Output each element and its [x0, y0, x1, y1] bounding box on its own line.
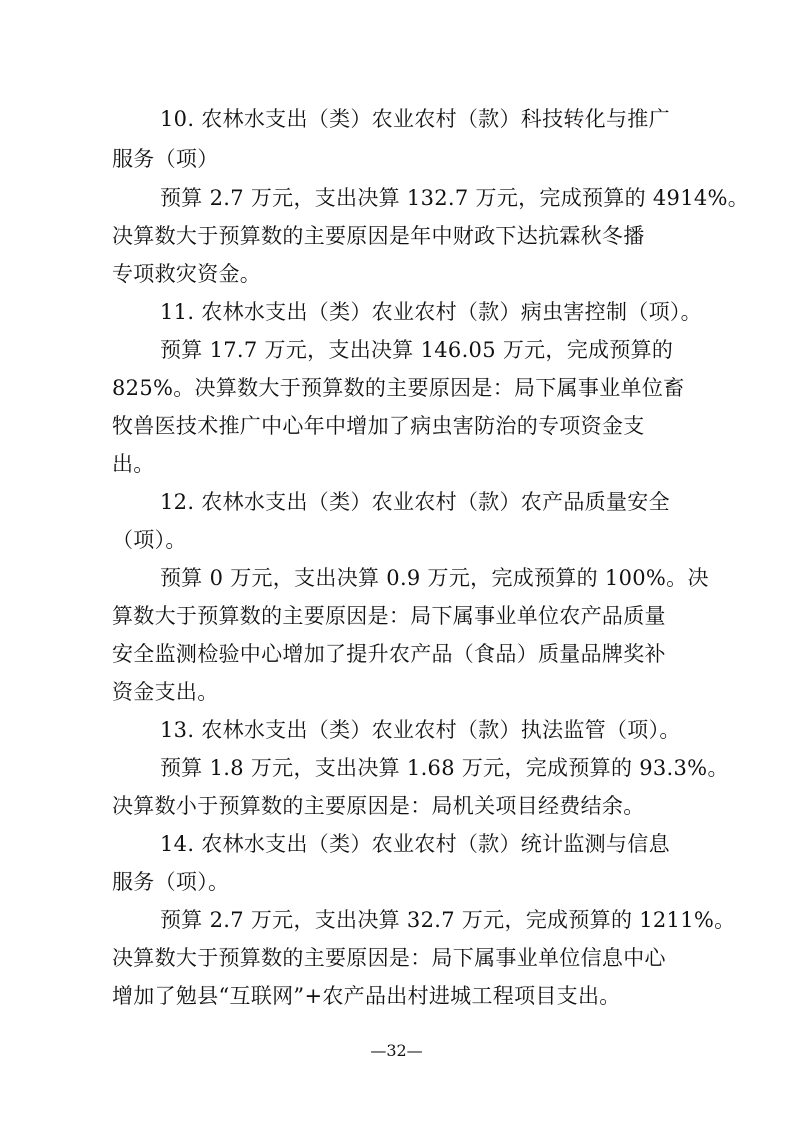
paragraph-item-10-line-2: 决算数大于预算数的主要原因是年中财政下达抗霖秋冬播	[112, 224, 645, 248]
paragraph-item-10-line-3: 专项救灾资金。	[112, 262, 262, 286]
paragraph-item-13-line-1: 预算 1.8 万元，支出决算 1.68 万元，完成预算的 93.3%。	[160, 756, 729, 780]
paragraph-item-11-line-2: 825%。决算数大于预算数的主要原因是：局下属事业单位畜	[112, 376, 685, 400]
paragraph-item-14-line-3: 增加了勉县“互联网”+农产品出村进城工程项目支出。	[112, 984, 621, 1008]
paragraph-item-12-line-3: 安全监测检验中心增加了提升农产品（食品）质量品牌奖补	[112, 642, 666, 666]
paragraph-item-14-line-1: 预算 2.7 万元，支出决算 32.7 万元，完成预算的 1211%。	[160, 908, 736, 932]
heading-item-12: 12. 农林水支出（类）农业农村（款）农产品质量安全	[160, 490, 670, 514]
heading-item-10-continued: 服务（项）	[112, 147, 219, 171]
paragraph-item-11-line-3: 牧兽医技术推广中心年中增加了病虫害防治的专项资金支	[112, 414, 645, 438]
heading-item-14: 14. 农林水支出（类）农业农村（款）统计监测与信息	[160, 832, 670, 856]
heading-item-13: 13. 农林水支出（类）农业农村（款）执法监管（项）。	[160, 718, 681, 742]
heading-item-11: 11. 农林水支出（类）农业农村（款）病虫害控制（项）。	[160, 300, 702, 324]
heading-item-12-continued: （项）。	[112, 528, 187, 552]
paragraph-item-11-line-4: 出。	[112, 452, 155, 476]
paragraph-item-11-line-1: 预算 17.7 万元，支出决算 146.05 万元，完成预算的	[160, 338, 674, 362]
paragraph-item-14-line-2: 决算数大于预算数的主要原因是：局下属事业单位信息中心	[112, 946, 666, 970]
heading-item-10: 10. 农林水支出（类）农业农村（款）科技转化与推广	[160, 107, 670, 131]
page-number: —32—	[370, 1041, 423, 1060]
paragraph-item-10-line-1: 预算 2.7 万元，支出决算 132.7 万元，完成预算的 4914%。	[160, 186, 750, 210]
paragraph-item-12-line-4: 资金支出。	[112, 680, 219, 704]
paragraph-item-12-line-2: 算数大于预算数的主要原因是：局下属事业单位农产品质量	[112, 604, 666, 628]
heading-item-14-continued: 服务（项）。	[112, 870, 230, 894]
paragraph-item-12-line-1: 预算 0 万元，支出决算 0.9 万元，完成预算的 100%。决	[160, 566, 709, 590]
paragraph-item-13-line-2: 决算数小于预算数的主要原因是：局机关项目经费结余。	[112, 794, 645, 818]
